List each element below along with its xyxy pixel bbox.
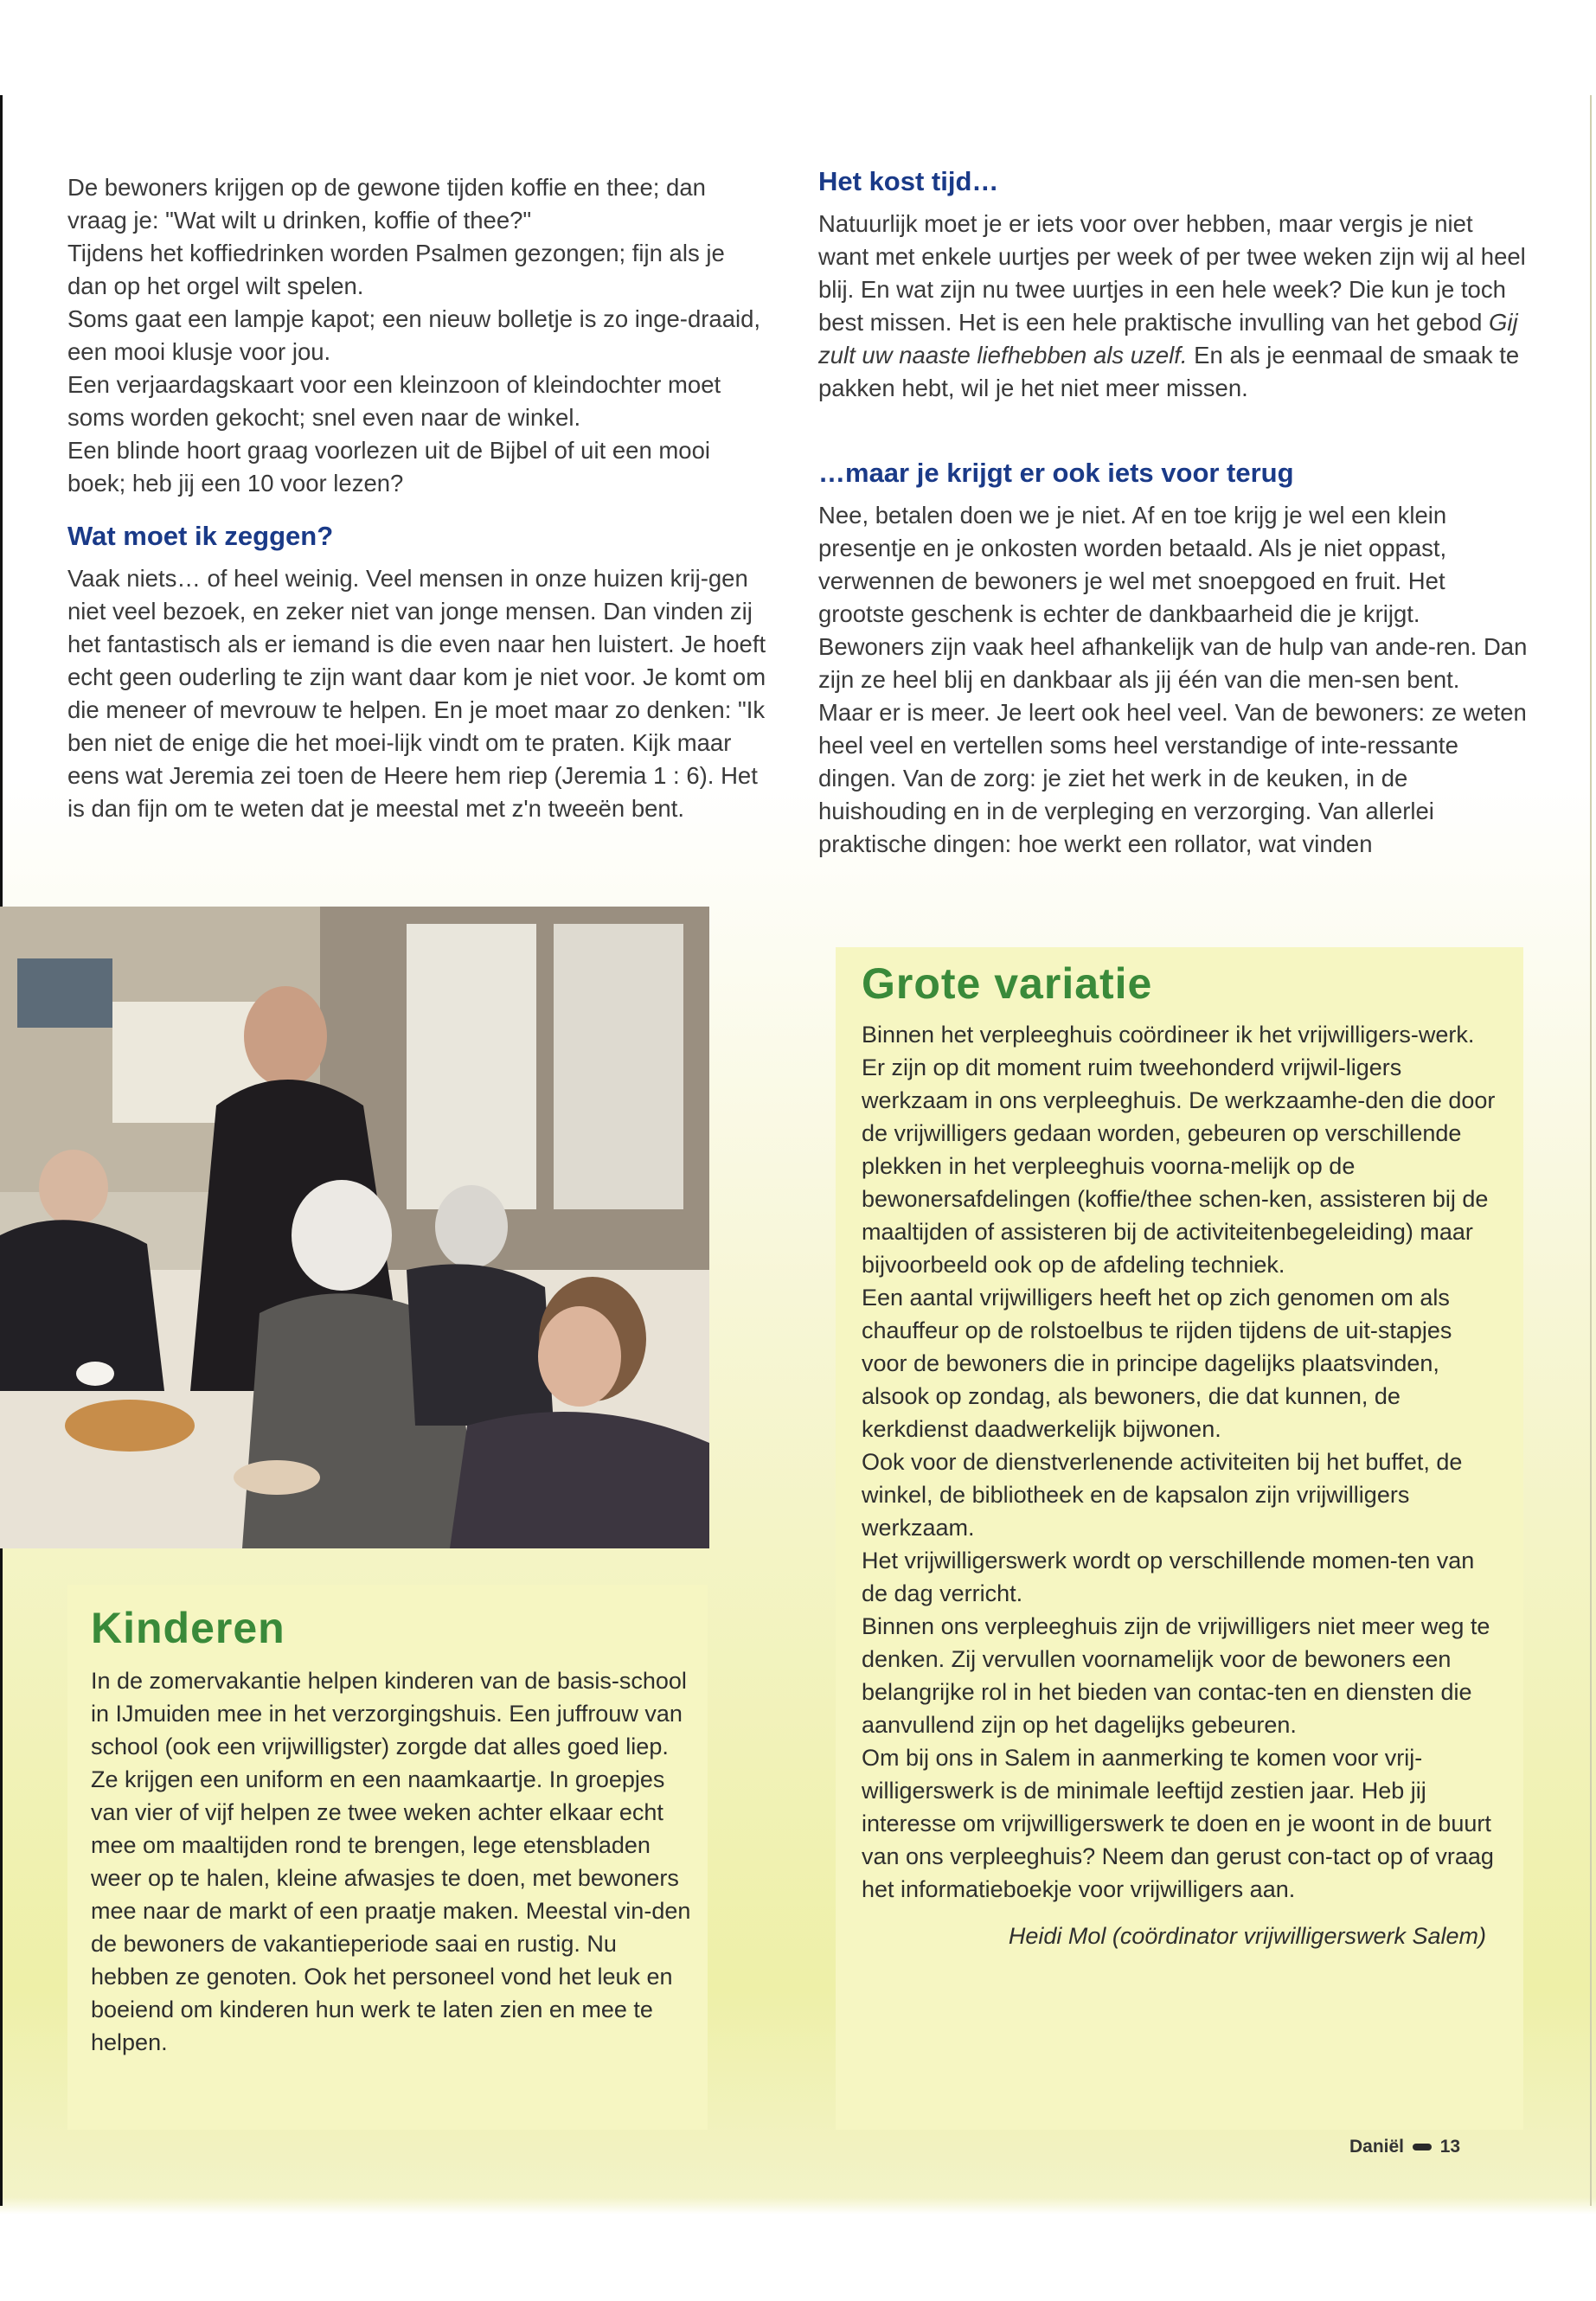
page-number: 13 (1439, 2137, 1461, 2157)
grote-variatie-paragraph: Een aantal vrijwilligers heeft het op zich genomen om als chauffeur op de rolstoelbus te rijden tijdens de uit-stapjes voor de bewoners die in principe dagelijks plaatsvinden, alsook op zondag, als bewoners, die dat kunnen, de kerkdienst daadwerkelijk bijwonen. (862, 1285, 1452, 1442)
page-footer (1349, 2137, 1460, 2157)
het-kost-text-italic: Gij zult uw naaste liefhebben als uzelf. (818, 309, 1518, 369)
kinderen-heading: Kinderen (91, 1604, 285, 1652)
intro-paragraph: Tijdens het koffiedrinken worden Psalmen gezongen; fijn als je dan op het orgel wilt spelen. (67, 240, 725, 299)
grote-variatie-paragraph: Ook voor de dienstverlenende activiteiten bij het buffet, de winkel, de bibliotheek en de kapsalon zijn vrijwilligers werkzaam. (862, 1449, 1463, 1541)
arrow-icon (1413, 2144, 1432, 2150)
intro-paragraph: Een verjaardagskaart voor een kleinzoon of kleindochter moet soms worden gekocht; snel even naar de winkel. (67, 371, 721, 431)
grote-variatie-box (836, 947, 1523, 2130)
photo-illustration (0, 907, 709, 1548)
wat-moet-heading: Wat moet ik zeggen? (67, 521, 334, 551)
grote-variatie-paragraph: Binnen ons verpleeghuis zijn de vrijwilligers niet meer weg te denken. Zij vervullen voornamelijk voor de bewoners een belangrijke rol in het bieden van contac-ten en diensten die aanvullend zijn op het dagelijks gebeuren. (862, 1613, 1490, 1738)
right-edge-rule (1590, 95, 1592, 2206)
grote-variatie-heading: Grote variatie (862, 959, 1153, 1008)
het-kost-text-before: Natuurlijk moet je er iets voor over hebben, maar vergis je niet want met enkele uurtjes per week of per twee weken zijn wij al heel blij. En wat zijn nu twee uurtjes in een hele week? Die kun je toch best missen. Het is een hele praktische invulling van het gebod (818, 210, 1526, 336)
grote-variatie-paragraph: Binnen het verpleeghuis coördineer ik het vrijwilligers-werk. Er zijn op dit moment ruim tweehonderd vrijwil-ligers werkzaam in ons verpleeghuis. De werkzaamhe-den die door de vrijwilligers gedaan worden, gebeuren op verschillende plekken in het verpleeghuis voorna-melijk op de bewonersafdelingen (koffie/thee schen-ken, assisteren bij de maaltijden of assisteren bij de activiteitenbegeleiding) maar bijvoorbeeld ook op de afdeling techniek. (862, 1022, 1496, 1278)
kinderen-text-block (91, 1664, 696, 2059)
maar-je-heading: …maar je krijgt er ook iets voor terug (818, 458, 1294, 488)
intro-paragraph: De bewoners krijgen op de gewone tijden koffie en thee; dan vraag je: "Wat wilt u drinken, koffie of thee?" (67, 174, 706, 234)
kinderen-box (67, 1585, 708, 2130)
grote-variatie-paragraph: Het vrijwilligerswerk wordt op verschillende momen-ten van de dag verricht. (862, 1548, 1475, 1606)
het-kost-heading: Het kost tijd… (818, 166, 999, 196)
maar-je-section (818, 456, 1528, 861)
het-kost-text (818, 208, 1528, 405)
intro-paragraph: Soms gaat een lampje kapot; een nieuw bolletje is zo inge-draaid, een mooi klusje voor jou. (67, 305, 761, 365)
left-intro-column (67, 171, 768, 500)
kinderen-text: In de zomervakantie helpen kinderen van de basis-school in IJmuiden mee in het verzorgingshuis. Een juffrouw van school (ook een vrijwilligster) zorgde dat alles goed liep. Ze krijgen een uniform en een naamkaartje. In groepjes van vier of vijf helpen ze twee weken achter elkaar echt mee om maaltijden rond te brengen, lege etensbladen weer op te halen, kleine afwasjes te doen, met bewoners mee naar de markt of een praatje maken. Meestal vin-den de bewoners de vakantieperiode saai en rustig. Nu hebben ze genoten. Ook het personeel vond het leuk en boeiend om kinderen hun werk te laten zien en mee te helpen. (91, 1668, 691, 2055)
intro-paragraph: Een blinde hoort graag voorlezen uit de Bijbel of uit een mooi boek; heb jij een 10 voor lezen? (67, 437, 710, 497)
magazine-name: Daniël (1349, 2137, 1405, 2157)
grote-variatie-paragraph: Om bij ons in Salem in aanmerking te komen voor vrij-willigerswerk is de minimale leeftijd zestien jaar. Heb jij interesse om vrijwilligerswerk te doen en je woont in de buurt van ons verpleeghuis? Neem dan gerust con-tact op of vraag het informatieboekje voor vrijwilligers aan. (862, 1745, 1494, 1902)
wat-moet-section (67, 519, 768, 825)
het-kost-section (818, 164, 1528, 405)
maar-je-paragraph: Maar er is meer. Je leert ook heel veel. Van de bewoners: ze weten heel veel en vertellen soms heel verstandige of inte-ressante dingen. Van de zorg: je ziet het werk in de keuken, in de huishouding en in de verpleging en verzorging. Van allerlei praktische dingen: hoe werkt een rollator, wat vinden (818, 699, 1527, 857)
signature: Heidi Mol (coördinator vrijwilligerswerk Salem) (1008, 1923, 1486, 1949)
maar-je-paragraph: Nee, betalen doen we je niet. Af en toe krijg je wel een klein presentje en je onkosten worden betaald. Als je niet oppast, verwennen de bewoners je wel met snoepgoed en fruit. Het grootste geschenk is echter de dankbaarheid die je krijgt. Bewoners zijn vaak heel afhankelijk van de hulp van ande-ren. Dan zijn ze heel blij en dankbaar als jij één van die men-sen bent. (818, 502, 1528, 693)
wat-moet-text: Vaak niets… of heel weinig. Veel mensen in onze huizen krij-gen niet veel bezoek, en zeker niet van jonge mensen. Dan vinden zij het fantastisch als er iemand is die even naar hen luistert. Je hoeft echt geen ouderling te zijn want daar kom je niet voor. Je komt om die meneer of mevrouw te helpen. En je moet maar zo denken: "Ik ben niet de enige die het moei-lijk vindt om te praten. Kijk maar eens wat Jeremia zei toen de Heere hem riep (Jeremia 1 : 6). Het is dan fijn om te weten dat je meestal met z'n tweeën bent. (67, 565, 766, 822)
photo-residents-at-table (0, 907, 709, 1548)
grote-variatie-text-block (862, 1018, 1502, 1952)
het-kost-text-after: En als je eenmaal de smaak te pakken hebt, wil je het niet meer missen. (818, 342, 1520, 401)
